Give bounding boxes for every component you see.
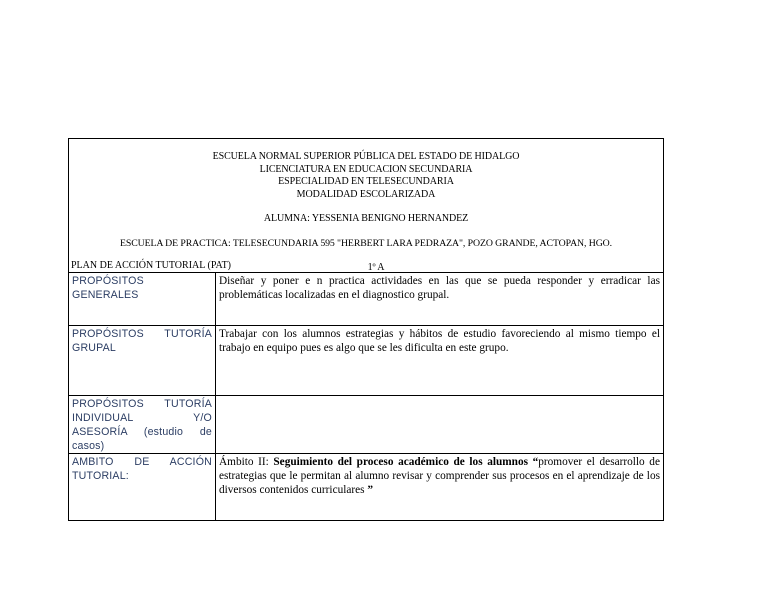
row-label: AMBITO DE ACCIÓN TUTORIAL: — [69, 454, 216, 521]
row-label: PROPÓSITOS TUTORÍA INDIVIDUAL Y/O ASESORÍA (estudio de casos) — [69, 396, 216, 454]
plan-title: PLAN DE ACCIÓN TUTORIAL (PAT) — [71, 260, 232, 271]
row-content — [216, 454, 664, 521]
row-label: PROPÓSITOS GENERALES — [69, 273, 216, 326]
header-box — [68, 138, 664, 272]
row-label: PROPÓSITOS TUTORÍA GRUPAL — [69, 326, 216, 396]
grade: 1º A — [367, 262, 385, 273]
table-row — [69, 273, 664, 326]
ambito-bold-title: Seguimiento del proceso académico de los alumnos “ — [273, 456, 539, 468]
table-row — [69, 326, 664, 396]
row-content-empty — [216, 396, 664, 454]
ambito-prefix: Ámbito II: — [219, 456, 274, 468]
practice-school: ESCUELA DE PRACTICA: TELESECUNDARIA 595 "HERBERT LARA PEDRAZA", POZO GRANDE, ACTOPAN, HGO. — [119, 237, 612, 249]
table-row — [69, 454, 664, 521]
document-page — [68, 138, 664, 521]
modality: MODALIDAD ESCOLARIZADA — [296, 188, 436, 200]
plan-table — [68, 272, 664, 521]
table-row — [69, 396, 664, 454]
student-name: ALUMNA: YESSENIA BENIGNO HERNANDEZ — [263, 213, 469, 224]
ambito-body: promover el desarrollo de estrategias que le permitan al alumno revisar y comprender sus procesos en el aprendizaje de los diversos contenidos curriculares — [219, 456, 660, 496]
degree-name: LICENCIATURA EN EDUCACION SECUNDARIA — [259, 163, 473, 175]
school-name: ESCUELA NORMAL SUPERIOR PÚBLICA DEL ESTADO DE HIDALGO — [212, 151, 520, 162]
specialty-name: ESPECIALIDAD EN TELESECUNDARIA — [278, 176, 454, 187]
row-content: Trabajar con los alumnos estrategias y hábitos de estudio favoreciendo al mismo tiempo el trabajo en equipo pues es algo que se les dificulta en este grupo. — [216, 326, 664, 396]
ambito-close-quote: ” — [367, 484, 374, 496]
row-content: Diseñar y poner e n practica actividades en las que se pueda responder y erradicar las problemáticas localizadas en el diagnostico grupal. — [216, 273, 664, 326]
